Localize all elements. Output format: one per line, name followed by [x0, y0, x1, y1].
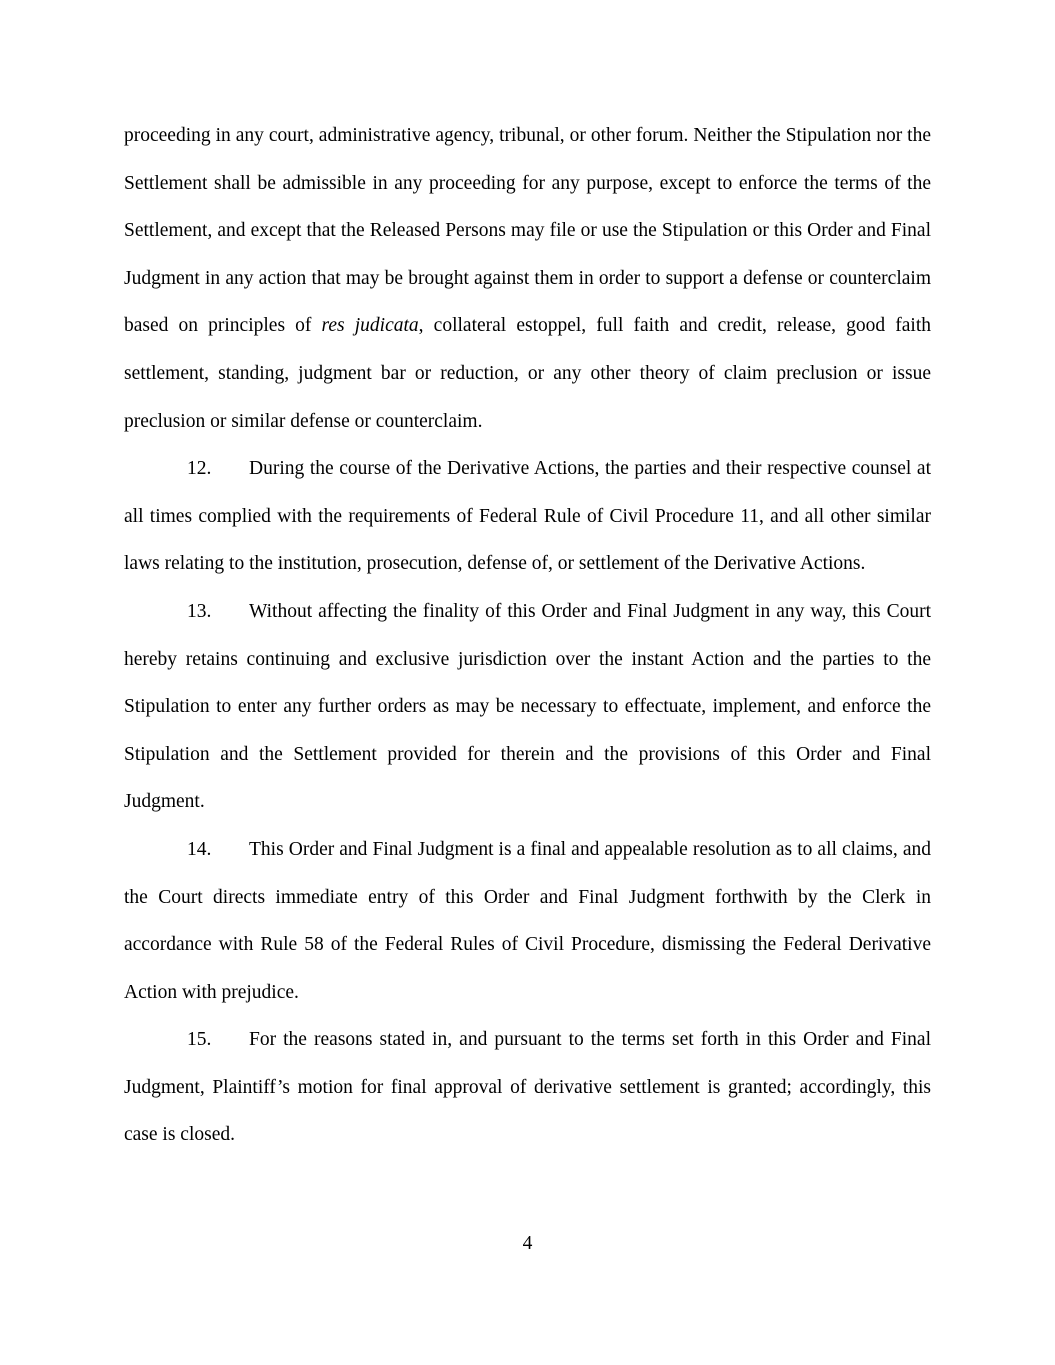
paragraph-14: [124, 826, 931, 1016]
paragraph-number: 12.: [187, 458, 212, 480]
document-body: [124, 112, 931, 1159]
paragraph-text: This Order and Final Judgment is a final and appealable resolution as to all claims, and the Court directs immediate entry of this Order and Final Judgment forthwith by the Clerk in accordance with Rule 58 of the Federal Rules of Civil Procedure, dismissing the Federal Derivative Action with prejudice.: [124, 838, 931, 1003]
paragraph-number: 13.: [187, 600, 212, 622]
paragraph-13: [124, 588, 931, 826]
italic-term: res judicata: [321, 315, 419, 337]
paragraph-text: During the course of the Derivative Actions, the parties and their respective counsel at all times complied with the requirements of Federal Rule of Civil Procedure 11, and all other similar laws relating to the institution, prosecution, defense of, or settlement of the Derivative Actions.: [124, 458, 931, 575]
page-number: 4: [522, 1233, 533, 1254]
paragraph-text: proceeding in any court, administrative agency, tribunal, or other forum. Neither the Stipulation nor the Settlement shall be admissible in any proceeding for any purpose, except to enforce the terms of the Settlement, and except that the Released Persons may file or use the Stipulation or this Order and Final Judgment in any action that may be brought against them in order to support a defense or counterclaim based on principles of: [124, 125, 931, 337]
paragraph-text: Without affecting the finality of this Order and Final Judgment in any way, this Court hereby retains continuing and exclusive jurisdiction over the instant Action and the parties to the Stipulation to enter any further orders as may be necessary to effectuate, implement, and enforce the Stipulation and the Settlement provided for therein and the provisions of this Order and Final Judgment.: [124, 600, 931, 813]
paragraph-text: , collateral estoppel, full faith and credit, release, good faith settlement, standing, judgment bar or reduction, or any other theory of claim preclusion or issue preclusion or similar defense or counterclaim.: [124, 315, 931, 432]
paragraph-continuation: [124, 112, 931, 445]
paragraph-text: For the reasons stated in, and pursuant to the terms set forth in this Order and Final Judgment, Plaintiff’s motion for final approval of derivative settlement is granted; accordingly, this case is closed.: [124, 1029, 931, 1146]
paragraph-number: 14.: [187, 838, 212, 860]
paragraph-15: [124, 1016, 931, 1159]
paragraph-number: 15.: [187, 1029, 212, 1051]
paragraph-12: [124, 445, 931, 588]
